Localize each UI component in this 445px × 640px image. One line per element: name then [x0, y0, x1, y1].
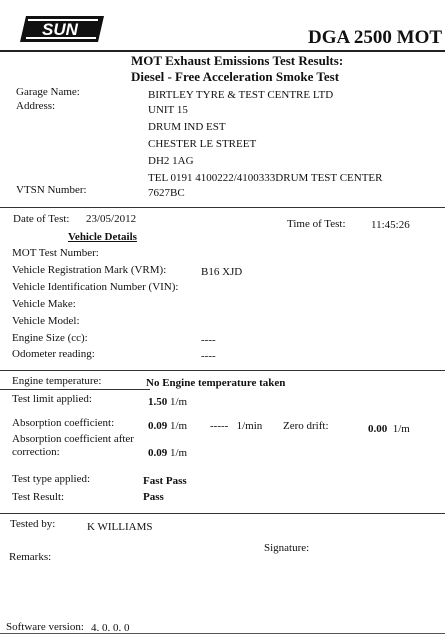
zero-drift-label: Zero drift:: [283, 420, 329, 432]
test-type-value: Fast Pass: [143, 475, 187, 487]
zero-drift-unit: 1/m: [392, 423, 410, 435]
absorption-value: 0.09: [148, 420, 168, 432]
sun-logo: [20, 16, 104, 42]
logo-text: SUN: [42, 20, 78, 39]
date-label: Date of Test:: [13, 213, 70, 225]
engine-size-value: ----: [201, 334, 216, 346]
absorption-label: Absorption coefficient:: [12, 417, 115, 429]
test-type-label: Test type applied:: [12, 473, 91, 485]
rpm-value: -----: [210, 420, 229, 432]
address-line: DRUM IND EST: [148, 121, 226, 133]
address-line: DH2 1AG: [148, 155, 194, 167]
subtitle-line-2: Diesel - Free Acceleration Smoke Test: [131, 69, 340, 84]
vehicle-model-label: Vehicle Model:: [12, 315, 80, 327]
odometer-label: Odometer reading:: [12, 348, 95, 360]
vtsn-value: 7627BC: [148, 187, 185, 199]
engine-temp-value: No Engine temperature taken: [146, 377, 286, 389]
remarks-label: Remarks:: [9, 551, 52, 563]
absorption-corrected-unit: 1/m: [170, 447, 188, 459]
vehicle-details-heading: Vehicle Details: [68, 231, 137, 243]
rpm-unit: 1/min: [236, 420, 263, 432]
divider: [0, 370, 445, 371]
test-limit-label: Test limit applied:: [12, 393, 92, 405]
divider: [0, 513, 445, 514]
address-line: CHESTER LE STREET: [148, 138, 257, 150]
vtsn-label: VTSN Number:: [16, 184, 87, 196]
address-line: UNIT 15: [148, 104, 188, 116]
engine-size-label: Engine Size (cc):: [12, 332, 88, 344]
engine-temp-label: Engine temperature:: [12, 375, 102, 387]
software-version-label: Software version:: [6, 621, 84, 633]
date-value: 23/05/2012: [86, 213, 137, 225]
tested-by-label: Tested by:: [10, 518, 56, 530]
divider: [0, 50, 445, 52]
absorption-unit: 1/m: [170, 420, 188, 432]
signature-label: Signature:: [264, 542, 310, 554]
vehicle-make-label: Vehicle Make:: [12, 298, 76, 310]
test-limit-unit: 1/m: [170, 396, 188, 408]
absorption-corrected-value: 0.09: [148, 447, 168, 459]
vrm-label: Vehicle Registration Mark (VRM):: [12, 264, 167, 276]
zero-drift-value: 0.00: [368, 423, 388, 435]
software-version-value: 4. 0. 0. 0: [91, 622, 130, 634]
tested-by-value: K WILLIAMS: [87, 521, 153, 533]
divider: [0, 207, 445, 208]
odometer-value: ----: [201, 350, 216, 362]
garage-name: BIRTLEY TYRE & TEST CENTRE LTD: [148, 89, 334, 101]
absorption-corrected-label: correction:: [12, 446, 60, 458]
test-result-value: Pass: [143, 491, 164, 503]
vrm-value: B16 XJD: [201, 266, 243, 278]
address-label: Address:: [16, 100, 56, 112]
document-title: DGA 2500 MOT: [308, 27, 443, 48]
mot-test-number-label: MOT Test Number:: [12, 247, 99, 259]
time-value: 11:45:26: [371, 219, 410, 231]
absorption-corrected-label: Absorption coefficient after: [12, 433, 134, 445]
divider: [0, 389, 150, 390]
address-line: TEL 0191 4100222/4100333DRUM TEST CENTER: [148, 172, 383, 184]
test-limit-value: 1.50: [148, 396, 168, 408]
test-result-label: Test Result:: [12, 491, 65, 503]
vin-label: Vehicle Identification Number (VIN):: [12, 281, 179, 293]
subtitle-line-1: MOT Exhaust Emissions Test Results:: [131, 53, 344, 68]
time-label: Time of Test:: [287, 218, 346, 230]
divider: [0, 633, 445, 634]
garage-name-label: Garage Name:: [16, 86, 80, 98]
